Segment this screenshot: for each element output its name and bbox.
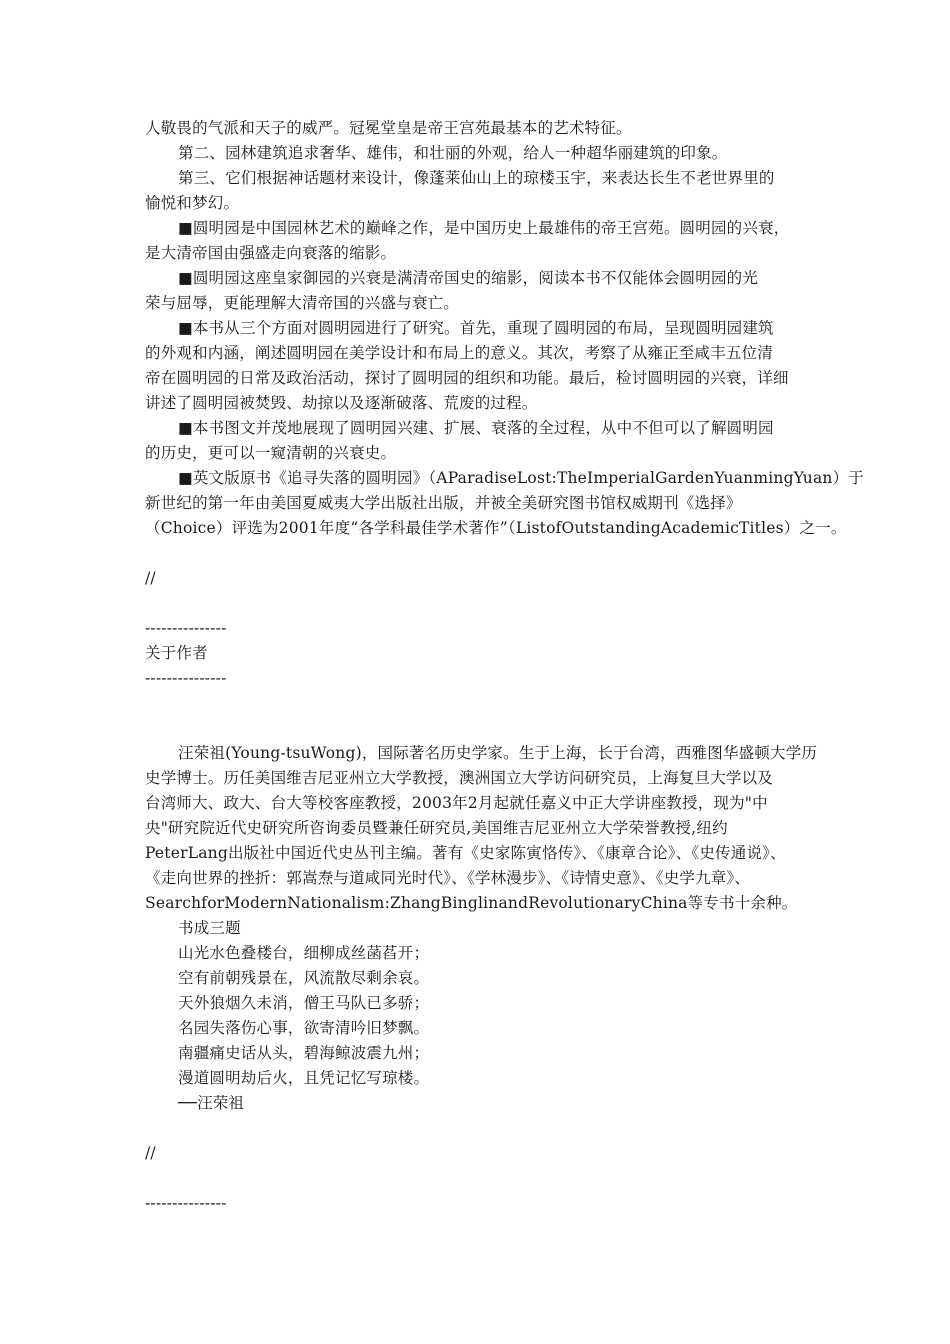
author-line: 史学博士。历任美国维吉尼亚州立大学教授，澳洲国立大学访问研究员，上海复旦大学以及 <box>145 769 774 787</box>
intro-line: 是大清帝国由强盛走向衰落的缩影。 <box>145 244 397 262</box>
intro-line: ■本书图文并茂地展现了圆明园兴建、扩展、衰落的全过程，从中不但可以了解圆明园 <box>178 419 774 437</box>
poem-title: 书成三题 <box>178 919 241 937</box>
intro-line: 荣与屈辱，更能理解大清帝国的兴盛与衰亡。 <box>145 294 460 312</box>
spacer <box>145 591 815 616</box>
poem-line: 天外狼烟久未消，僧王马队已多骄； <box>178 994 430 1012</box>
spacer <box>145 1116 815 1141</box>
intro-line: 第二、园林建筑追求奢华、雄伟，和壮丽的外观，给人一种超华丽建筑的印象。 <box>178 144 728 162</box>
author-line: SearchforModernNationalism:ZhangBinglinandRevolutionaryChina等专书十余种。 <box>145 894 798 912</box>
dash-rule: --------------- <box>145 669 227 687</box>
poem-line: 名园失落伤心事，欲寄清吟旧梦飘。 <box>178 1019 430 1037</box>
section-separator: // <box>145 1144 156 1162</box>
intro-line: 帝在圆明园的日常及政治活动，探讨了圆明园的组织和功能。最后，检讨圆明园的兴衰，详细 <box>145 369 789 387</box>
intro-line: 的外观和内涵，阐述圆明园在美学设计和布局上的意义。其次，考察了从雍正至咸丰五位清 <box>145 344 774 362</box>
intro-line: 愉悦和梦幻。 <box>145 194 240 212</box>
intro-line: 的历史，更可以一窥清朝的兴衰史。 <box>145 444 397 462</box>
spacer <box>145 1166 815 1191</box>
author-line: 台湾师大、政大、台大等校客座教授，2003年2月起就任嘉义中正大学讲座教授，现为"中 <box>145 794 768 812</box>
poem-signature: ──汪荣祖 <box>178 1094 245 1112</box>
intro-line: 第三、它们根据神话题材来设计，像蓬莱仙山上的琼楼玉宇，来表达长生不老世界里的 <box>178 169 775 187</box>
author-line: 汪荣祖(Young-tsuWong)，国际著名历史学家。生于上海，长于台湾，西雅图华盛顿大学历 <box>178 744 818 762</box>
intro-line: ■英文版原书《追寻失落的圆明园》（AParadiseLost:TheImperialGardenYuanmingYuan）于 <box>178 469 864 487</box>
intro-line: ■本书从三个方面对圆明园进行了研究。首先，重现了圆明园的布局，呈现圆明园建筑 <box>178 319 774 337</box>
poem-line: 漫道圆明劫后火，且凭记忆写琼楼。 <box>178 1069 430 1087</box>
author-line: 《走向世界的挫折：郭嵩焘与道咸同光时代》、《学林漫步》、《诗情史意》、《史学九章》、 <box>145 869 751 887</box>
author-line: 央"研究院近代史研究所咨询委员暨兼任研究员,美国维吉尼亚州立大学荣誉教授,纽约 <box>145 819 728 837</box>
spacer <box>145 691 815 741</box>
intro-line: （Choice）评选为2001年度“各学科最佳学术著作”（ListofOutstandingAcademicTitles）之一。 <box>145 519 847 537</box>
document-page <box>145 116 864 1216</box>
poem-line: 南疆痛史话从头，碧海鲸波震九州； <box>178 1044 430 1062</box>
section-separator: // <box>145 569 156 587</box>
intro-line: ■圆明园这座皇家御园的兴衰是满清帝国史的缩影，阅读本书不仅能体会圆明园的光 <box>178 269 759 287</box>
dash-rule: --------------- <box>145 619 227 637</box>
author-heading: 关于作者 <box>145 644 208 662</box>
intro-line: 讲述了圆明园被焚毁、劫掠以及逐渐破落、荒废的过程。 <box>145 394 538 412</box>
intro-line: 人敬畏的气派和天子的威严。冠冕堂皇是帝王宫苑最基本的艺术特征。 <box>145 119 632 137</box>
poem-line: 空有前朝残景在，风流散尽剩余哀。 <box>178 969 430 987</box>
dash-rule: --------------- <box>145 1194 227 1212</box>
author-line: PeterLang出版社中国近代史丛刊主编。著有《史家陈寅恪传》、《康章合论》、《史传通说》、 <box>145 844 786 862</box>
intro-line: ■圆明园是中国园林艺术的巅峰之作，是中国历史上最雄伟的帝王宫苑。圆明园的兴衰， <box>178 219 790 237</box>
spacer <box>145 541 815 566</box>
intro-line: 新世纪的第一年由美国夏威夷大学出版社出版，并被全美研究图书馆权威期刊《选择》 <box>145 494 742 512</box>
poem-line: 山光水色叠楼台，细柳成丝菡萏开； <box>178 944 430 962</box>
